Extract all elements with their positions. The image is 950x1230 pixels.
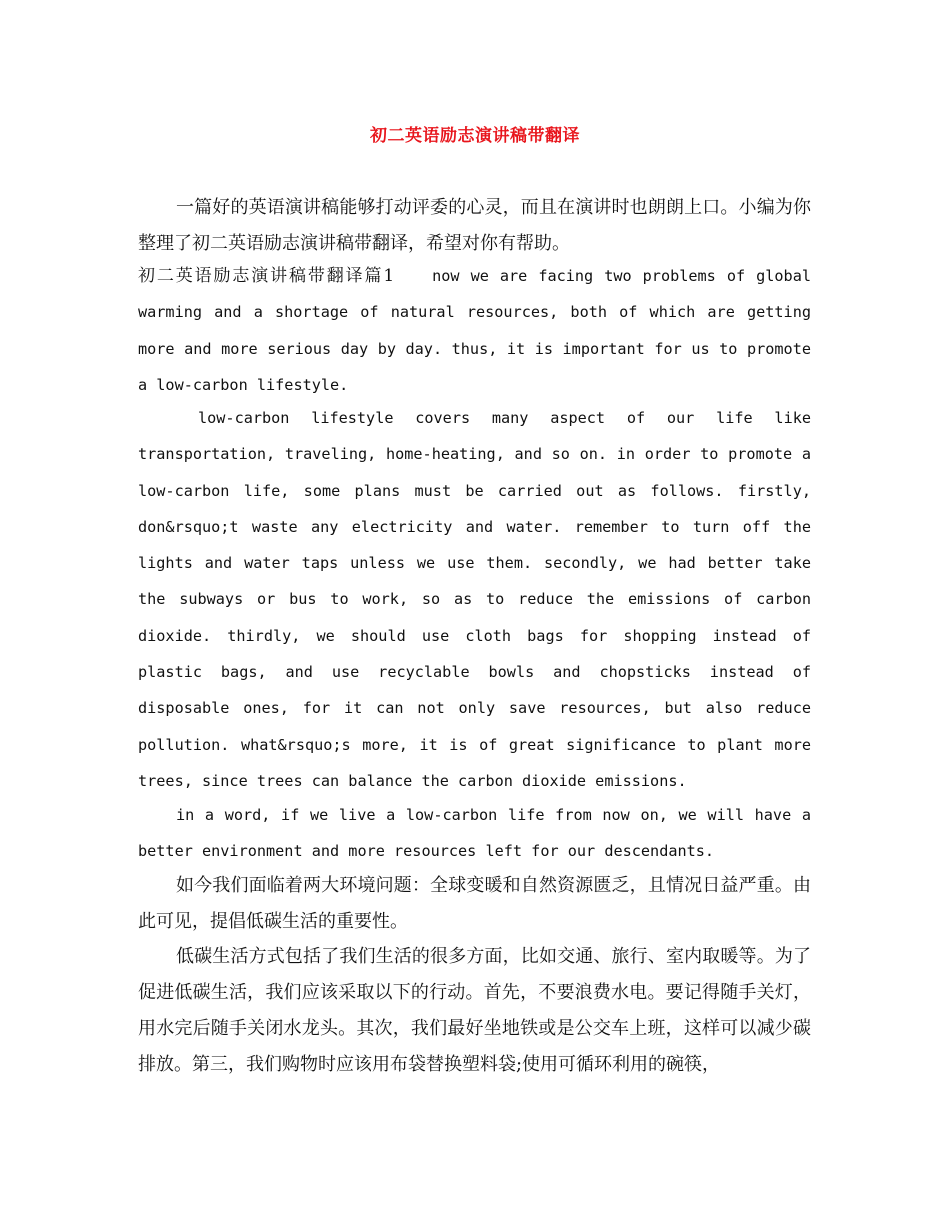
intro-paragraph: 一篇好的英语演讲稿能够打动评委的心灵，而且在演讲时也朗朗上口。小编为你整理了初二英语励志演讲稿带翻译，希望对你有帮助。 [138,197,811,254]
english-paragraph-2: low-carbon lifestyle covers many aspect of our life like transportation, traveling, home-heating, and so on. in order to promote a low-carbon life, some plans must be carried out as follows. firstly, don&rsquo;t waste any electricity and water. remember to turn off the lights and water taps unless we use them. secondly, we had better take the subways or bus to work, so as to reduce the emissions of carbon dioxide. thirdly, we should use cloth bags for shopping instead of plastic bags, and use recyclable bowls and chopsticks instead of disposable ones, for it can not only save resources, but also reduce pollution. what&rsquo;s more, it is of great significance to plant more trees, since trees can balance the carbon dioxide emissions. [138,409,811,790]
chinese-paragraph-2: 低碳生活方式包括了我们生活的很多方面，比如交通、旅行、室内取暖等。为了促进低碳生活，我们应该采取以下的行动。首先，不要浪费水电。要记得随手关灯，用水完后随手关闭水龙头。其次，我们最好坐地铁或是公交车上班，这样可以减少碳排放。第三，我们购物时应该用布袋替换塑料袋;使用可循环利用的碗筷， [138,946,811,1075]
english-paragraph-1 [138,258,811,403]
document-title: 初二英语励志演讲稿带翻译 [370,126,580,146]
chinese-paragraph-1: 如今我们面临着两大环境问题：全球变暖和自然资源匮乏，且情况日益严重。由此可见，提倡低碳生活的重要性。 [138,875,811,932]
english-paragraph-3: in a word, if we live a low-carbon life from now on, we will have a better environment and more resources left for our descendants. [138,806,811,861]
english-paragraph-1-text: now we are facing two problems of global warming and a shortage of natural resources, both of which are getting more and more serious day by day. thus, it is important for us to promote a low-carbon lifestyle. [138,267,811,394]
section-heading: 初二英语励志演讲稿带翻译篇1 [138,266,395,286]
